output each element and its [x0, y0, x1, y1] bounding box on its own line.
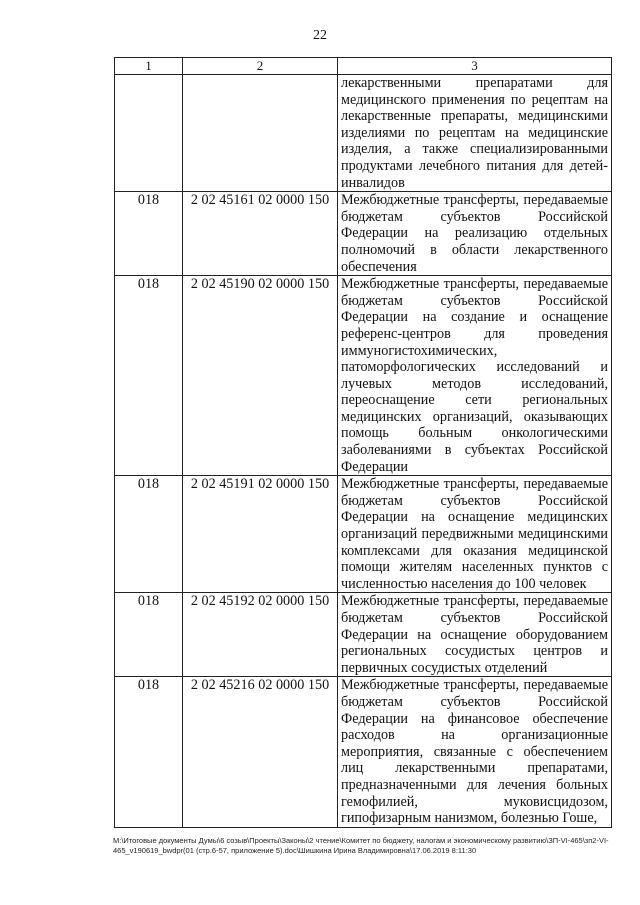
revenue-code-cell: 2 02 45161 02 0000 150	[183, 192, 338, 276]
admin-code-cell: 018	[115, 593, 183, 677]
description-cell: Межбюджетные трансферты, передаваемые бюджетам субъектов Российской Федерации на оснащение медицинских организаций передвижными медицинскими комплексами для оказания медицинской помощи жителям населенных пунктов с численностью населения до 100 человек	[338, 476, 612, 593]
description-cell: Межбюджетные трансферты, передаваемые бюджетам субъектов Российской Федерации на создание и оснащение референс-центров для проведения иммуногистохимических, патоморфологических исследований и лучевых методов исследований, переоснащение сети региональных медицинских организаций, оказывающих помощь больным онкологическими заболеваниями в субъектах Российской Федерации	[338, 276, 612, 476]
budget-classification-table	[114, 57, 612, 828]
admin-code-cell: 018	[115, 677, 183, 827]
table-row	[115, 192, 612, 276]
revenue-code-cell: 2 02 45190 02 0000 150	[183, 276, 338, 476]
admin-code-cell: 018	[115, 476, 183, 593]
admin-code-cell	[115, 75, 183, 192]
file-path-footer: M:\Итоговые документы Думы\6 созыв\Проекты\Законы\2 чтение\Комитет по бюджету, налогам и экономическому развитию\ЗП-VI-465\зп2-VI-465_v190619_bwdpr(01 (стр.6-57, приложение 5).doc\Шишкина Ирина Владимировна\17.06.2019 8:11:30	[113, 836, 609, 855]
admin-code-cell: 018	[115, 192, 183, 276]
header-col-2: 2	[183, 58, 338, 75]
description-cell: Межбюджетные трансферты, передаваемые бюджетам субъектов Российской Федерации на оснащение оборудованием региональных сосудистых центров и первичных сосудистых отделений	[338, 593, 612, 677]
description-cell: Межбюджетные трансферты, передаваемые бюджетам субъектов Российской Федерации на финансовое обеспечение расходов на организационные мероприятия, связанные с обеспечением лиц лекарственными препаратами, предназначенными для лечения больных гемофилией, муковисцидозом, гипофизарным нанизмом, болезнью Гоше,	[338, 677, 612, 827]
revenue-code-cell	[183, 75, 338, 192]
table-row	[115, 677, 612, 827]
page-number: 22	[313, 28, 327, 43]
revenue-code-cell: 2 02 45191 02 0000 150	[183, 476, 338, 593]
table-row	[115, 75, 612, 192]
table-row	[115, 276, 612, 476]
revenue-code-cell: 2 02 45192 02 0000 150	[183, 593, 338, 677]
revenue-code-cell: 2 02 45216 02 0000 150	[183, 677, 338, 827]
table-row	[115, 593, 612, 677]
table-row	[115, 476, 612, 593]
description-cell: Межбюджетные трансферты, передаваемые бюджетам субъектов Российской Федерации на реализацию отдельных полномочий в области лекарственного обеспечения	[338, 192, 612, 276]
description-cell: лекарственными препаратами для медицинского применения по рецептам на лекарственные препараты, медицинскими изделиями по рецептам на медицинские изделия, а также специализированными продуктами лечебного питания для детей-инвалидов	[338, 75, 612, 192]
table-header-row	[115, 58, 612, 75]
header-col-1: 1	[115, 58, 183, 75]
admin-code-cell: 018	[115, 276, 183, 476]
header-col-3: 3	[338, 58, 612, 75]
